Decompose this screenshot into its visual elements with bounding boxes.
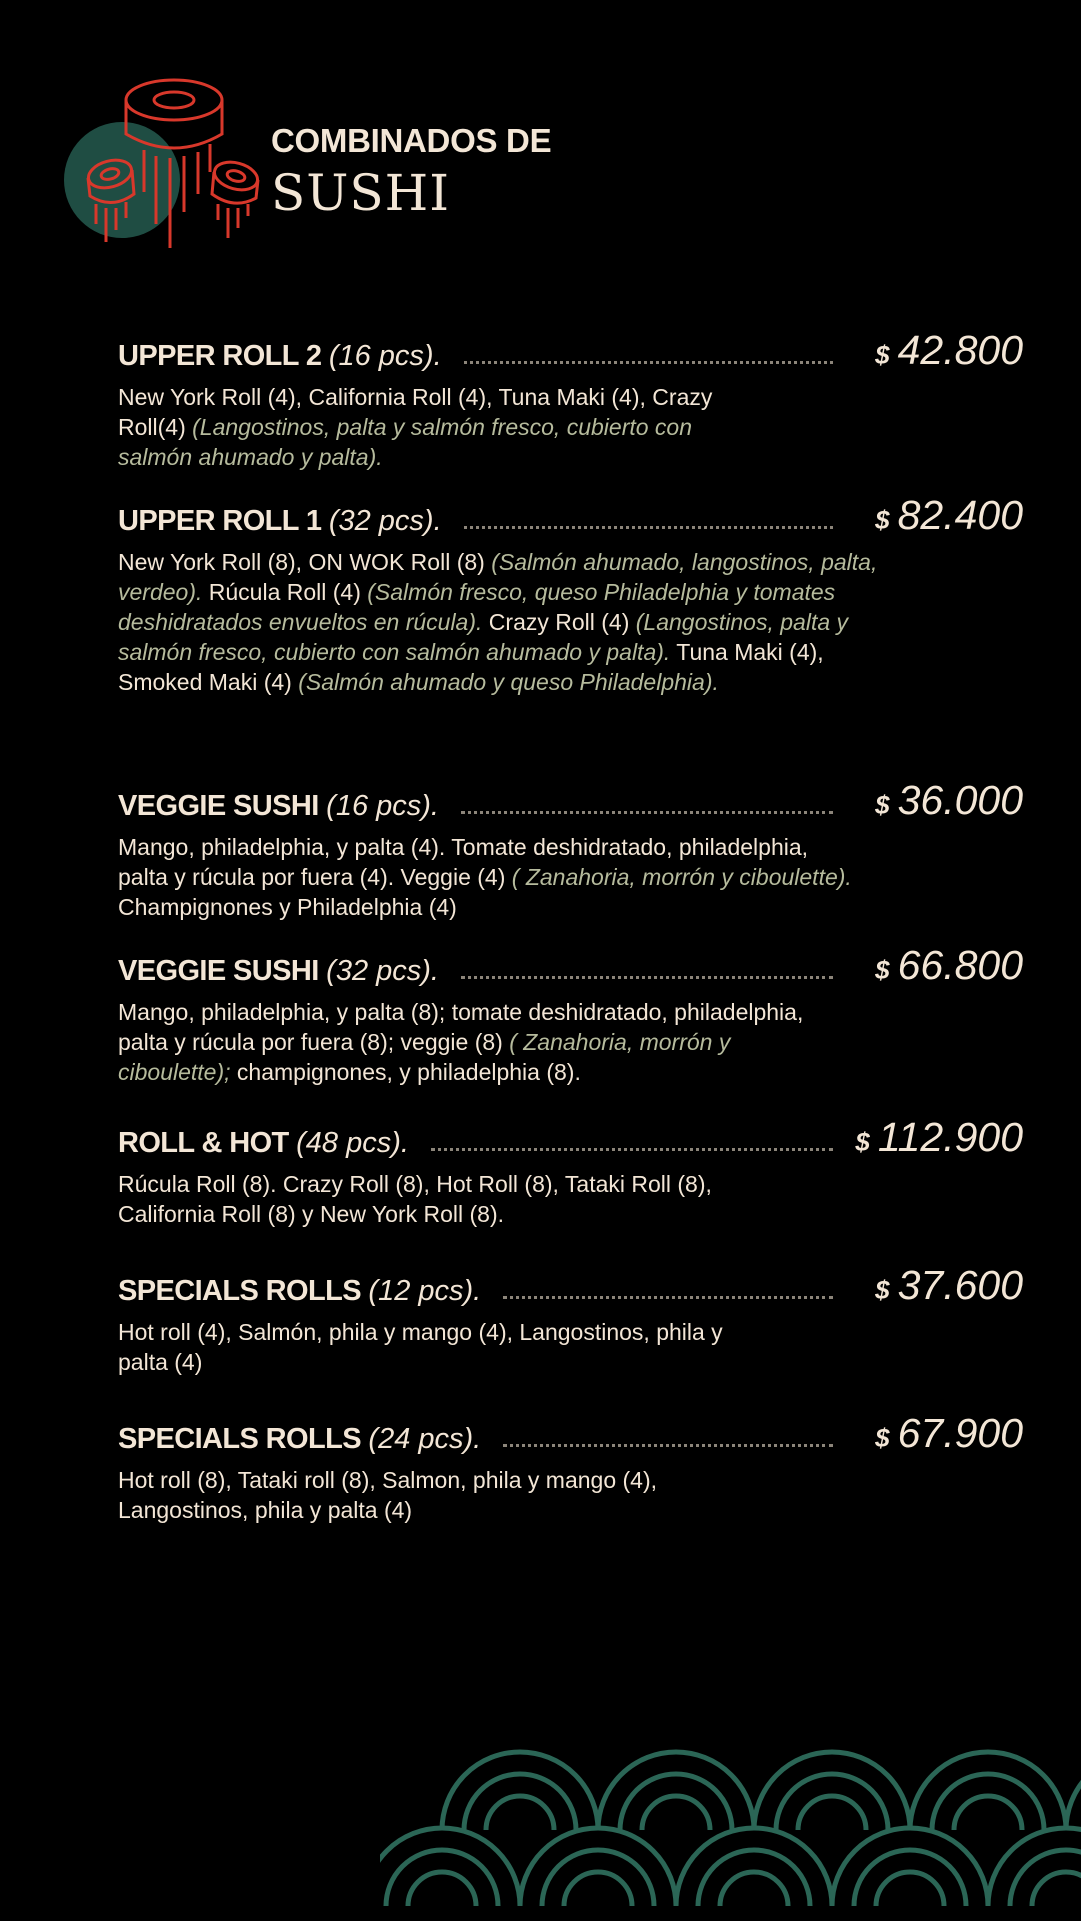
price-currency: $ (875, 505, 890, 535)
price-value: 66.800 (897, 942, 1023, 988)
menu-item-header (118, 492, 1023, 543)
page-title-line1: COMBINADOS DE (271, 122, 552, 159)
price-currency: $ (855, 1127, 870, 1157)
menu-item-title: UPPER ROLL 1 (118, 505, 329, 537)
price-currency: $ (875, 955, 890, 985)
menu-item-price (875, 1410, 1023, 1457)
description-text: New York Roll (8), ON WOK Roll (8) (118, 549, 485, 575)
menu-item-pieces: (16 pcs). (326, 790, 439, 822)
menu-item-pieces: (12 pcs). (368, 1275, 482, 1307)
menu-item-price (875, 492, 1023, 539)
description-text: Rúcula Roll (8). Crazy Roll (8), Hot Roll (8), Tataki Roll (8), California Roll (8) y New York Roll (8). (118, 1171, 712, 1227)
description-text: Mango, philadelphia, y palta (4). Tomate deshidratado, philadelphia, palta y rúcula por fuera (4). Veggie (4) (118, 834, 809, 890)
description-note: ( Zanahoria, morrón y ciboulette); (118, 1029, 731, 1085)
description-note: (Salmón fresco, queso Philadelphia y tomates deshidratados envueltos en rúcula). (118, 579, 836, 635)
menu-item-price (875, 327, 1023, 374)
menu-item-title: SPECIALS ROLLS (118, 1275, 369, 1307)
description-text: Crazy Roll(4) (118, 384, 713, 440)
menu-item-price (875, 942, 1023, 989)
menu-item-header (118, 1262, 1023, 1313)
menu-item-title: UPPER ROLL 2 (118, 340, 329, 372)
price-currency: $ (875, 1423, 890, 1453)
menu-item-name (118, 505, 442, 538)
price-value: 42.800 (897, 327, 1023, 373)
dotted-leader (461, 976, 833, 979)
menu-item-title: ROLL & HOT (118, 1127, 297, 1159)
dotted-leader (503, 1444, 833, 1447)
menu-item-header (118, 327, 1023, 378)
menu-item-description (118, 832, 858, 922)
menu-item-description (118, 1317, 758, 1377)
menu-item-description (118, 382, 758, 472)
menu-item-description (118, 997, 848, 1087)
menu-item (118, 327, 1023, 472)
menu-item-pieces: (16 pcs). (328, 340, 442, 372)
menu-item-name (118, 1275, 481, 1308)
menu-item-pieces: (48 pcs). (296, 1127, 409, 1159)
menu-item (118, 1114, 1023, 1229)
menu-item-title: SPECIALS ROLLS (118, 1423, 369, 1455)
description-text: Mango, philadelphia, y palta (8); tomate deshidratado, philadelphia, palta y rúcula por fuera (8); veggie (8) (118, 999, 804, 1055)
description-note: ( Zanahoria, morrón y ciboulette). (511, 864, 852, 890)
menu-item-name (118, 340, 442, 373)
price-value: 36.000 (897, 777, 1023, 823)
dotted-leader (503, 1296, 833, 1299)
menu-item-price (855, 1114, 1023, 1161)
description-text: champignones, y philadelphia (8). (236, 1059, 581, 1085)
page-title-line2: SUSHI (271, 164, 450, 222)
menu-item-pieces: (32 pcs). (328, 505, 442, 537)
menu-item (118, 942, 1023, 1087)
menu-item-header (118, 1410, 1023, 1461)
description-note: (Salmón ahumado, langostinos, palta, verdeo). (118, 549, 878, 605)
price-currency: $ (875, 790, 890, 820)
price-value: 82.400 (897, 492, 1023, 538)
price-currency: $ (875, 340, 890, 370)
description-text: Hot roll (8), Tataki roll (8), Salmon, phila y mango (4), Langostinos, phila y palta (4) (118, 1467, 657, 1523)
menu-item-description (118, 547, 908, 697)
dotted-leader (461, 811, 833, 814)
dotted-leader (464, 361, 833, 364)
description-text: Champignones y Philadelphia (4) (118, 894, 457, 920)
menu-item (118, 492, 1023, 697)
menu-item-pieces: (32 pcs). (326, 955, 439, 987)
price-value: 37.600 (897, 1262, 1023, 1308)
description-text: Rúcula Roll (4) (208, 579, 368, 605)
menu-item-name (118, 1127, 409, 1160)
menu-item (118, 1262, 1023, 1377)
description-text: New York Roll (4), California Roll (4), Tuna Maki (4), (118, 384, 646, 410)
description-note: (Langostinos, palta y salmón fresco, cubierto con salmón ahumado y palta). (118, 609, 849, 665)
menu-item-header (118, 942, 1023, 993)
sushi-rolls-icon (60, 72, 270, 252)
price-value: 67.900 (897, 1410, 1023, 1456)
menu-item-name (118, 1423, 481, 1456)
menu-item-price (875, 777, 1023, 824)
description-note: (Langostinos, palta y salmón fresco, cubierto con salmón ahumado y palta). (118, 414, 693, 470)
description-note: (Salmón ahumado y queso Philadelphia). (298, 669, 719, 695)
menu-item-title: VEGGIE SUSHI (118, 790, 327, 822)
menu-item-header (118, 1114, 1023, 1165)
description-text: Tuna Maki (4), Smoked Maki (4) (118, 639, 824, 695)
menu-item-description (118, 1465, 758, 1525)
description-text: Crazy Roll (4) (488, 609, 636, 635)
menu-item-description (118, 1169, 798, 1229)
menu-item (118, 777, 1023, 922)
dotted-leader (431, 1148, 833, 1151)
menu-item (118, 1410, 1023, 1525)
menu-item-price (875, 1262, 1023, 1309)
description-text: Hot roll (4), Salmón, phila y mango (4), Langostinos, phila y palta (4) (118, 1319, 723, 1375)
price-value: 112.900 (877, 1114, 1023, 1160)
menu-item-name (118, 955, 439, 988)
menu-item-pieces: (24 pcs). (368, 1423, 482, 1455)
seigaiha-waves-icon (380, 1700, 1081, 1921)
menu-item-header (118, 777, 1023, 828)
price-currency: $ (875, 1275, 890, 1305)
dotted-leader (464, 526, 833, 529)
menu-item-title: VEGGIE SUSHI (118, 955, 327, 987)
menu-item-name (118, 790, 439, 823)
